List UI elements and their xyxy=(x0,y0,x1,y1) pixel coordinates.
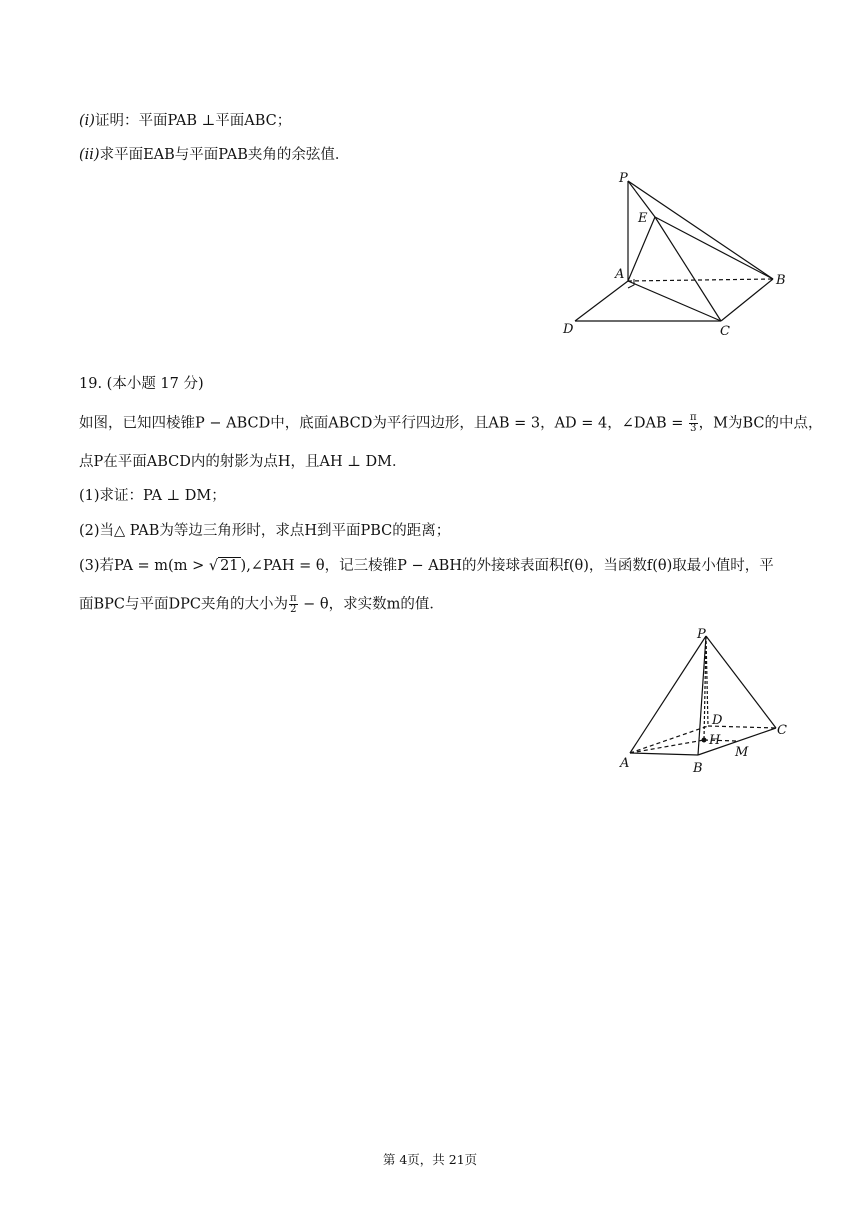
q18-part-ii xyxy=(79,145,349,165)
q19-part-3-line-2 xyxy=(79,594,444,615)
q19-part-2: (2)当△ PAB为等边三角形时，求点H到平面PBC的距离； xyxy=(79,523,451,539)
label-D: D xyxy=(563,322,574,337)
q18-figure xyxy=(555,165,795,345)
edge-EC xyxy=(655,217,721,321)
label-D: D xyxy=(712,713,723,728)
label-A: A xyxy=(615,267,625,282)
label-C: C xyxy=(777,723,787,738)
edge-AB xyxy=(630,753,698,755)
edge-AD xyxy=(575,281,628,321)
q19-heading: 19. (本小题 17 分) xyxy=(79,376,204,392)
label-P: P xyxy=(619,171,628,186)
q19-part-3b: ),∠PAH = θ，记三棱锥P − ABH的外接球表面积f(θ)，当函数f(θ)取最小值时，平 xyxy=(240,558,774,574)
q19-part-3-line-1: (3)若PA = m(m > √ 21 ),∠PAH = θ，记三棱锥P − ABH的外接球表面积f(θ)，当函数f(θ)取最小值时，平 xyxy=(79,558,774,574)
label-C: C xyxy=(720,324,730,339)
q18-part-ii-text: 求平面EAB与平面PAB夹角的余弦值． xyxy=(99,147,350,163)
fraction-pi-over-3 xyxy=(689,413,698,434)
edge-AD-hidden xyxy=(630,726,708,753)
edge-EA xyxy=(628,217,655,281)
q19-part-3c-pre: 面BPC与平面DPC夹角的大小为 xyxy=(79,596,288,613)
edge-AB-hidden xyxy=(628,279,773,281)
q19-stem-1a: 如图，已知四棱锥P − ABCD中，底面ABCD为平行四边形，且AB = 3，AD = 4，∠DAB = xyxy=(79,415,689,432)
edge-PD-hidden xyxy=(706,636,708,726)
label-A: A xyxy=(620,756,630,771)
edge-AC xyxy=(628,281,721,321)
q18-part-ii-label: (ii) xyxy=(79,147,100,163)
q18-part-i xyxy=(79,111,291,131)
edge-EB xyxy=(655,217,773,279)
sqrt-21: 21 xyxy=(220,558,239,574)
edge-AH-hidden xyxy=(630,740,704,753)
q18-part-i-text: 证明：平面PAB ⊥平面ABC； xyxy=(94,113,292,129)
page-footer: 第 4页，共 21页 xyxy=(382,1152,478,1167)
q19-part-3c-post: − θ，求实数m的值． xyxy=(298,596,444,613)
frac-num: π xyxy=(690,412,697,423)
label-B: B xyxy=(693,761,703,776)
label-M: M xyxy=(735,745,749,760)
label-P: P xyxy=(697,627,706,642)
fraction-pi-over-2 xyxy=(289,594,298,615)
edge-PA xyxy=(630,636,706,753)
edge-PB xyxy=(698,636,706,755)
label-H: H xyxy=(709,733,721,748)
q19-stem-line-1 xyxy=(79,413,823,434)
frac-den: 2 xyxy=(290,604,297,615)
q19-part-3a: (3)若PA = m(m > xyxy=(79,558,209,574)
frac-den: 3 xyxy=(690,423,697,434)
q19-figure xyxy=(610,622,800,777)
edge-CB xyxy=(721,279,773,321)
q18-part-i-label: (i) xyxy=(79,113,95,129)
label-B: B xyxy=(776,273,786,288)
point-H xyxy=(702,738,707,743)
q19-part-1: (1)求证：PA ⊥ DM； xyxy=(79,488,226,504)
q19-stem-1b: ，M为BC的中点， xyxy=(698,415,823,432)
frac-num: π xyxy=(289,593,297,604)
label-E: E xyxy=(638,211,648,226)
q19-stem-line-2: 点P在平面ABCD内的射影为点H，且AH ⊥ DM． xyxy=(79,454,407,470)
